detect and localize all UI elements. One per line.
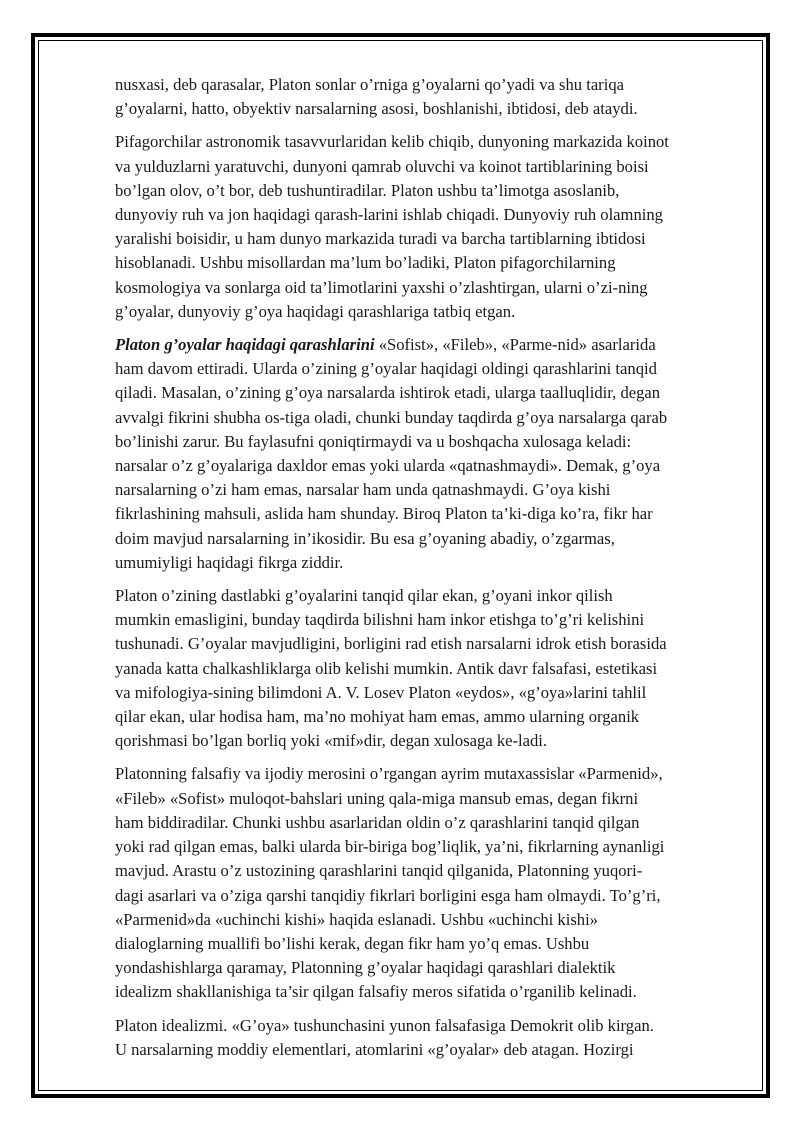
text-line: umumiyligi haqidagi fikrga ziddir. xyxy=(115,552,344,572)
document-body xyxy=(115,73,687,1071)
lead-rest: «Sofist», «Fileb», «Parme-nid» asarlarida xyxy=(374,335,656,355)
paragraph-6 xyxy=(115,1014,687,1062)
text-line: va mifologiya-sining bilimdoni A. V. Losev Platon «eydos», «g’oya»larini tahlil xyxy=(115,682,647,702)
text-line: kosmologiya va sonlarga oid ta’limotlarini yaxshi o’zlashtirgan, ularni o’zi-ning xyxy=(115,277,648,297)
emphasized-lead: Platon g’oyalar haqidagi qarashlarini xyxy=(115,335,375,355)
text-line: doim mavjud narsalarning in’ikosidir. Bu esa g’oyaning abadiy, o’zgarmas, xyxy=(115,528,615,548)
paragraph-2 xyxy=(115,130,687,324)
text-line: yoki rad qilgan emas, balki ularda bir-biriga bog’liqlik, ya’ni, fikrlarning aynanligi xyxy=(115,837,665,857)
text-line: hisoblanadi. Ushbu misollardan ma’lum bo’ladiki, Platon pifagorchilarning xyxy=(115,253,616,273)
paragraph-4 xyxy=(115,584,687,753)
text-line: va yulduzlarni yaratuvchi, dunyoni qamrab oluvchi va koinot tartiblarining boisi xyxy=(115,156,649,176)
text-line: idealizm shakllanishiga ta’sir qilgan falsafiy meros sifatida o’rganilib kelinadi. xyxy=(115,982,637,1002)
text-line: ham biddiradilar. Chunki ushbu asarlaridan oldin o’z qarashlarini tanqid qilgan xyxy=(115,812,640,832)
text-line: nusxasi, deb qarasalar, Platon sonlar o’rniga g’oyalarni qo’yadi va shu tariqa xyxy=(115,75,624,94)
text-line: yondashishlarga qaramay, Platonning g’oyalar haqidagi qarashlari dialektik xyxy=(115,958,616,978)
text-line: Platon o’zining dastlabki g’oyalarini tanqid qilar ekan, g’oyani inkor qilish xyxy=(115,586,613,606)
text-line: dagi asarlari va o’ziga qarshi tanqidiy fikrlari borligini esga ham olmaydi. To’g’ri, xyxy=(115,885,661,905)
text-line: yanada katta chalkashliklarga olib kelishi mumkin. Antik davr falsafasi, estetikasi xyxy=(115,658,658,678)
text-line: qorishmasi bo’lgan borliq yoki «mif»dir, degan xulosaga ke-ladi. xyxy=(115,731,548,751)
paragraph-5 xyxy=(115,762,687,1004)
text-line: yaralishi boisidir, u ham dunyo markazida turadi va barcha tartiblarning ibtidosi xyxy=(115,229,646,249)
text-line: Platonning falsafiy va ijodiy merosini o’rgangan ayrim mutaxassislar «Parmenid», xyxy=(115,764,663,784)
text-line: ham davom ettiradi. Ularda o’zining g’oyalar haqidagi oldingi qarashlarini tanqid xyxy=(115,359,657,379)
text-line: qilar ekan, ular hodisa ham, ma’no mohiyat ham emas, ammo ularning organik xyxy=(115,707,640,727)
text-line: mumkin emasligini, bunday taqdirda bilishni ham inkor etishga to’g’ri kelishini xyxy=(115,610,645,630)
text-line: «Parmenid»da «uchinchi kishi» haqida eslanadi. Ushbu «uchinchi kishi» xyxy=(115,909,598,929)
text-line: bo’linishi zarur. Bu faylasufni qoniqtirmaydi va u boshqacha xulosaga keladi: xyxy=(115,431,632,451)
text-line: g’oyalarni, hatto, obyektiv narsalarning asosi, boshlanishi, ibtidosi, deb ataydi. xyxy=(115,99,638,119)
text-line: tushunadi. G’oyalar mavjudligini, borligini rad etish narsalarni idrok etish borasida xyxy=(115,634,667,654)
text-line: narsalarning o’zi ham emas, narsalar ham unda qatnashmaydi. G’oya kishi xyxy=(115,480,611,500)
paragraph-3 xyxy=(115,333,687,575)
text-line: Platon idealizmi. «G’oya» tushunchasini yunon falsafasiga Demokrit olib kirgan. xyxy=(115,1015,654,1035)
text-line: dunyoviy ruh va jon haqidagi qarash-larini ishlab chiqadi. Dunyoviy ruh olamning xyxy=(115,205,663,225)
text-line: g’oyalar, dunyoviy g’oya haqidagi qarashlariga tatbiq etgan. xyxy=(115,301,516,321)
text-line: qiladi. Masalan, o’zining g’oya narsalarda ishtirok etadi, ularga taalluqlidir, degan xyxy=(115,383,661,403)
text-line: bo’lgan olov, o’t bor, deb tushuntiradilar. Platon ushbu ta’limotga asoslanib, xyxy=(115,180,620,200)
text-line: fikrlashining mahsuli, aslida ham shunday. Biroq Platon ta’ki-diga ko’ra, fikr har xyxy=(115,504,653,524)
text-line: «Fileb» «Sofist» muloqot-bahslari uning qala-miga mansub emas, degan fikrni xyxy=(115,788,639,808)
text-line: narsalar o’z g’oyalariga daxldor emas yoki ularda «qatnashmaydi». Demak, g’oya xyxy=(115,456,661,476)
text-line: dialoglarning muallifi bo’lishi kerak, degan fikr ham yo’q emas. Ushbu xyxy=(115,933,590,953)
text-line: Pifagorchilar astronomik tasavvurlaridan kelib chiqib, dunyoning markazida koinot xyxy=(115,132,669,152)
text-line xyxy=(115,333,687,357)
text-line: mavjud. Arastu o’z ustozining qarashlarini tanqid qilganida, Platonning yuqori- xyxy=(115,861,643,881)
text-line: U narsalarning moddiy elementlari, atomlarini «g’oyalar» deb atagan. Hozirgi xyxy=(115,1039,634,1059)
text-line: avvalgi fikrini shubha os-tiga oladi, chunki bunday taqdirda g’oya narsalarga qarab xyxy=(115,407,668,427)
paragraph-1 xyxy=(115,73,687,121)
